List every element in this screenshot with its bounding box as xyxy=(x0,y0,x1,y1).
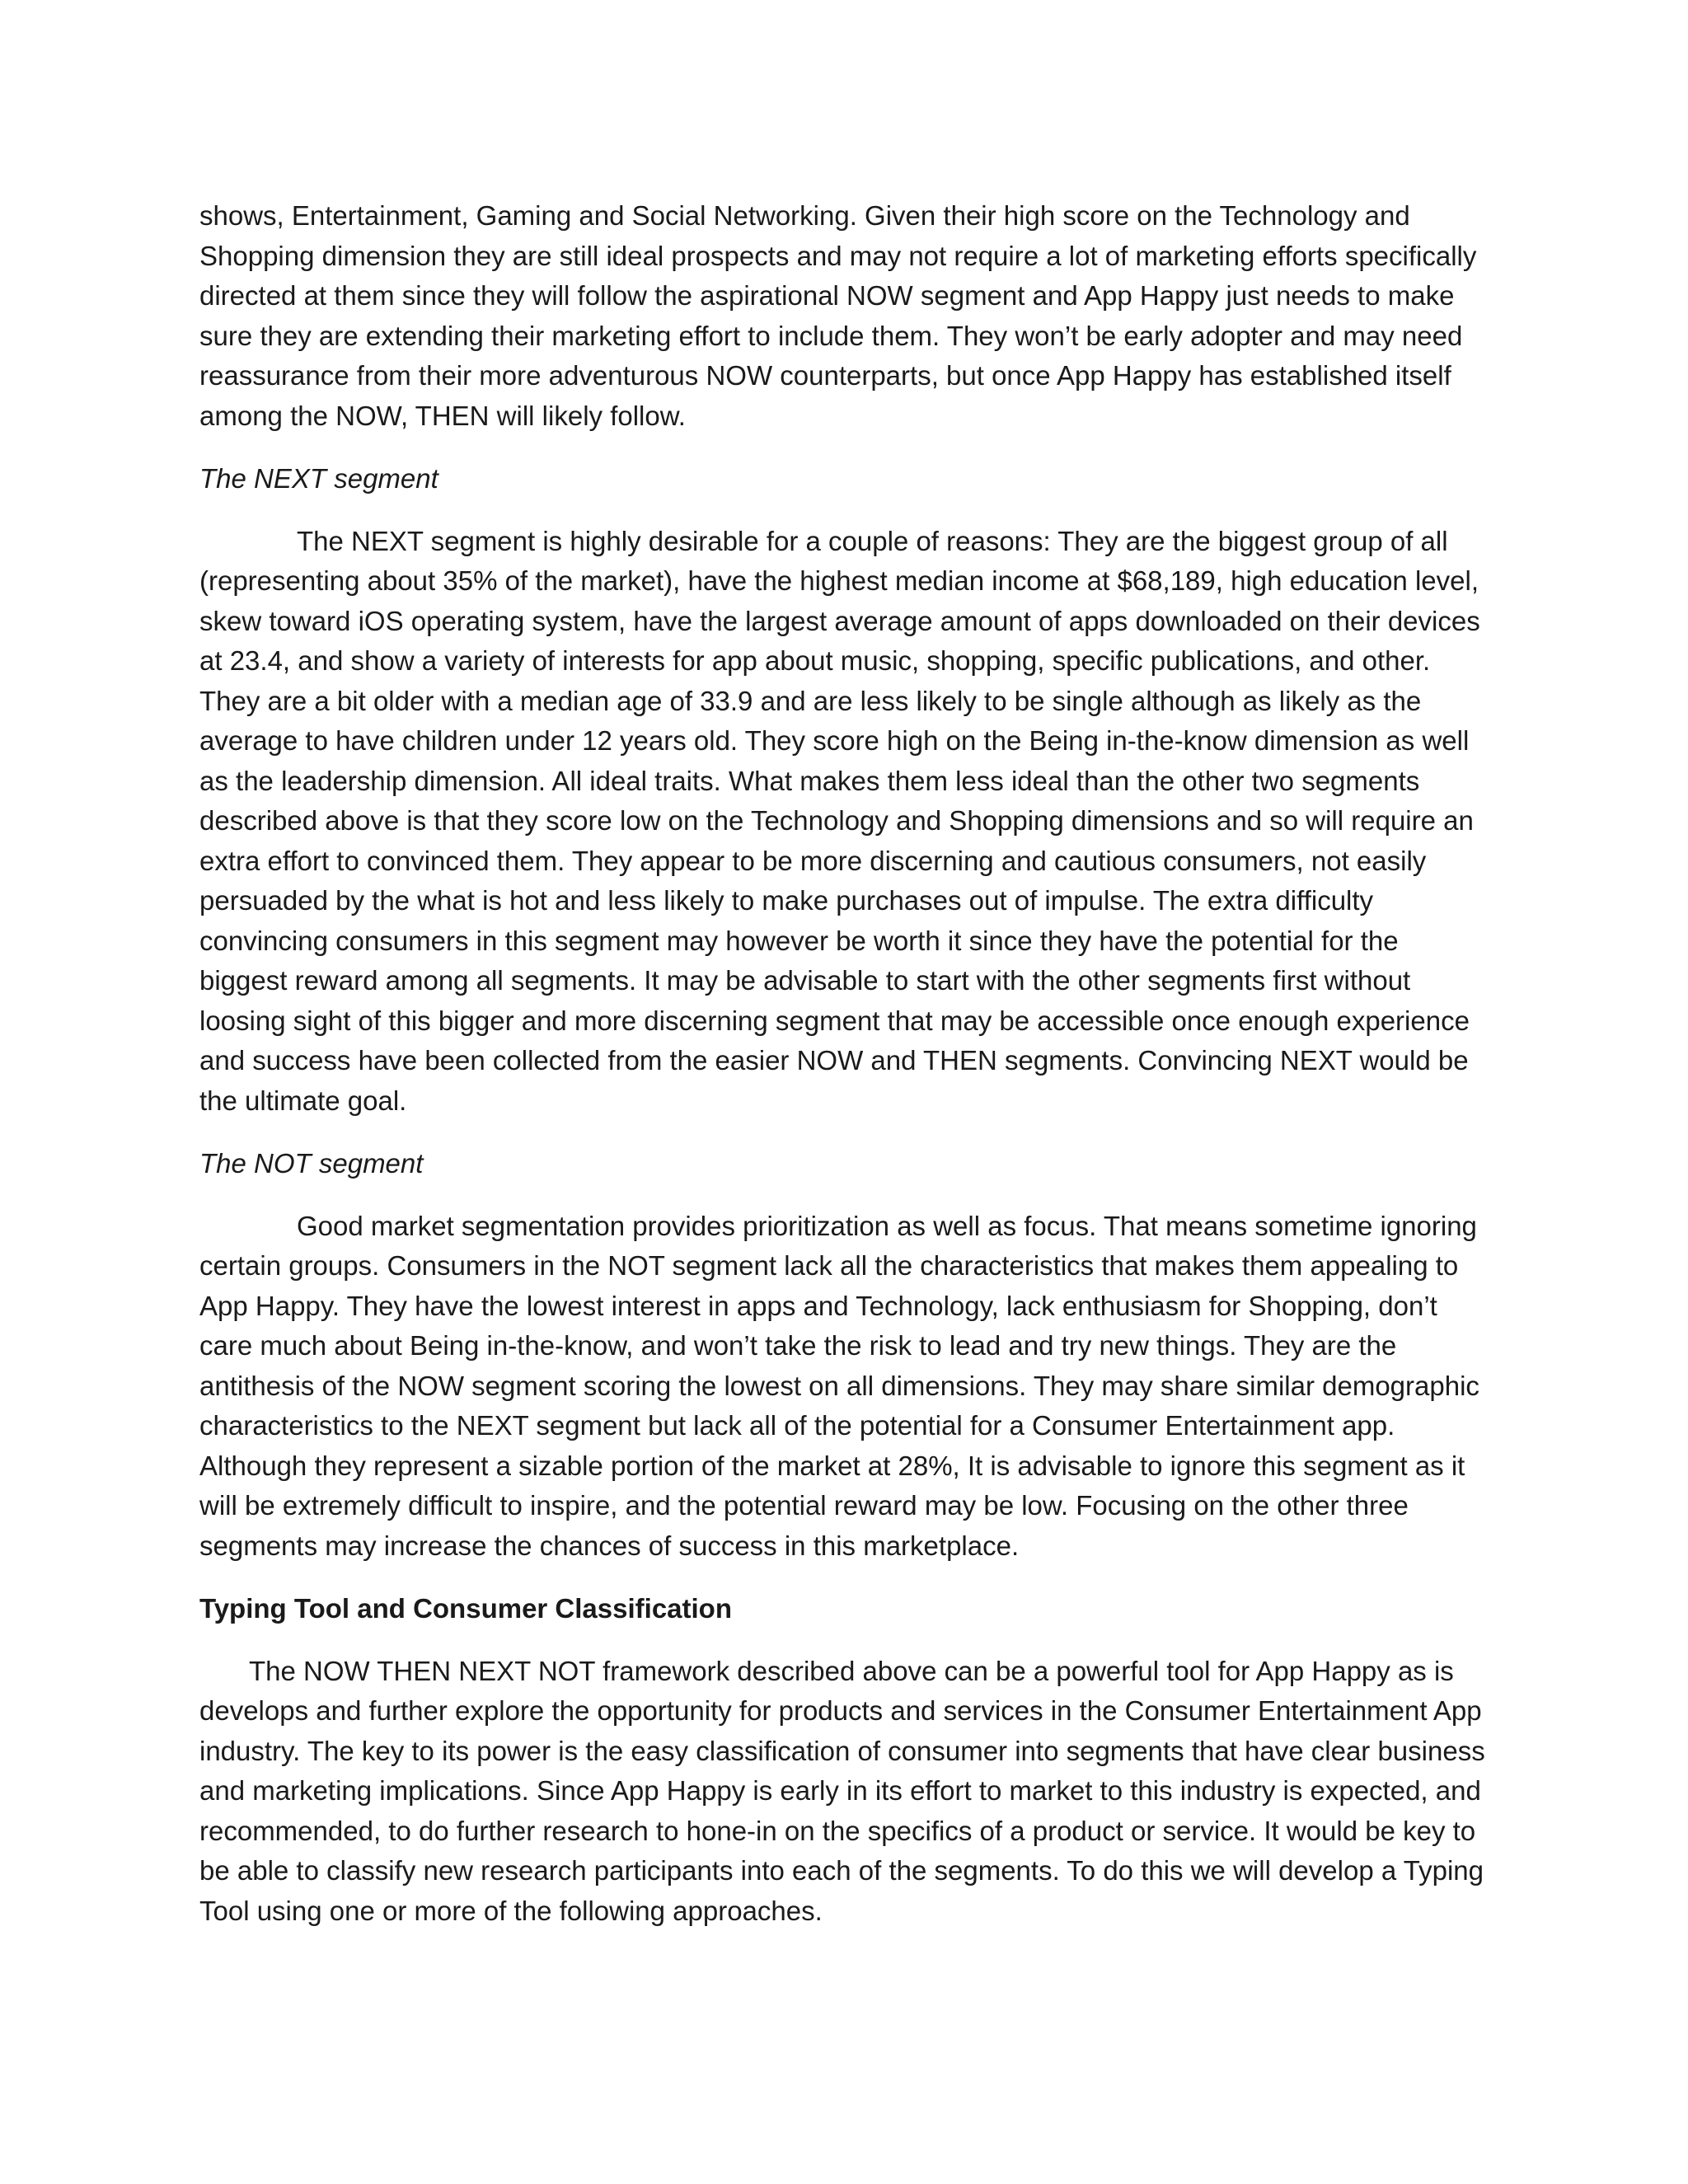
heading-not-segment: The NOT segment xyxy=(199,1148,424,1179)
heading-next-segment: The NEXT segment xyxy=(199,463,438,494)
paragraph-then-segment-continued: shows, Entertainment, Gaming and Social Networking. Given their high score on the Technology and Shopping dimension they are still ideal prospects and may not require a lot of marketing efforts specifically directed at them since they will follow the aspirational NOW segment and App Happy just needs to make sure they are extending their marketing effort to include them. They won’t be early adopter and may need reassurance from their more adventurous NOW counterparts, but once App Happy has established itself among the NOW, THEN will likely follow. xyxy=(199,200,1477,431)
paragraph-next-segment: The NEXT segment is highly desirable for a couple of reasons: They are the biggest group of all (representing about 35% of the market), have the highest median income at $68,189, high education level, skew toward iOS operating system, have the largest average amount of apps downloaded on their devices at 23.4, and show a variety of interests for app about music, shopping, specific publications, and other. They are a bit older with a median age of 33.9 and are less likely to be single although as likely as the average to have children under 12 years old. They score high on the Being in-the-know dimension as well as the leadership dimension. All ideal traits. What makes them less ideal than the other two segments described above is that they score low on the Technology and Shopping dimensions and so will require an extra effort to convinced them. They appear to be more discerning and cautious consumers, not easily persuaded by the what is hot and less likely to make purchases out of impulse. The extra difficulty convincing consumers in this segment may however be worth it since they have the potential for the biggest reward among all segments. It may be advisable to start with the other segments first without loosing sight of this bigger and more discerning segment that may be accessible once enough experience and success have been collected from the easier NOW and THEN segments. Convincing NEXT would be the ultimate goal. xyxy=(199,525,1480,1116)
paragraph-typing-tool: The NOW THEN NEXT NOT framework described above can be a powerful tool for App Happy as is develops and further explore the opportunity for products and services in the Consumer Entertainment App industry. The key to its power is the easy classification of consumer into segments that have clear business and marketing implications. Since App Happy is early in its effort to market to this industry is expected, and recommended, to do further research to hone-in on the specifics of a product or service. It would be key to be able to classify new research participants into each of the segments. To do this we will develop a Typing Tool using one or more of the following approaches. xyxy=(199,1655,1485,1926)
paragraph-not-segment: Good market segmentation provides prioritization as well as focus. That means sometime ignoring certain groups. Consumers in the NOT segment lack all the characteristics that makes them appealing to App Happy. They have the lowest interest in apps and Technology, lack enthusiasm for Shopping, don’t care much about Being in-the-know, and won’t take the risk to lead and try new things. They are the antithesis of the NOW segment scoring the lowest on all dimensions. They may share similar demographic characteristics to the NEXT segment but lack all of the potential for a Consumer Entertainment app. Although they represent a sizable portion of the market at 28%, It is advisable to ignore this segment as it will be extremely difficult to inspire, and the potential reward may be low. Focusing on the other three segments may increase the chances of success in this marketplace. xyxy=(199,1210,1479,1561)
document-page xyxy=(199,196,1492,1954)
heading-typing-tool: Typing Tool and Consumer Classification xyxy=(199,1593,732,1624)
